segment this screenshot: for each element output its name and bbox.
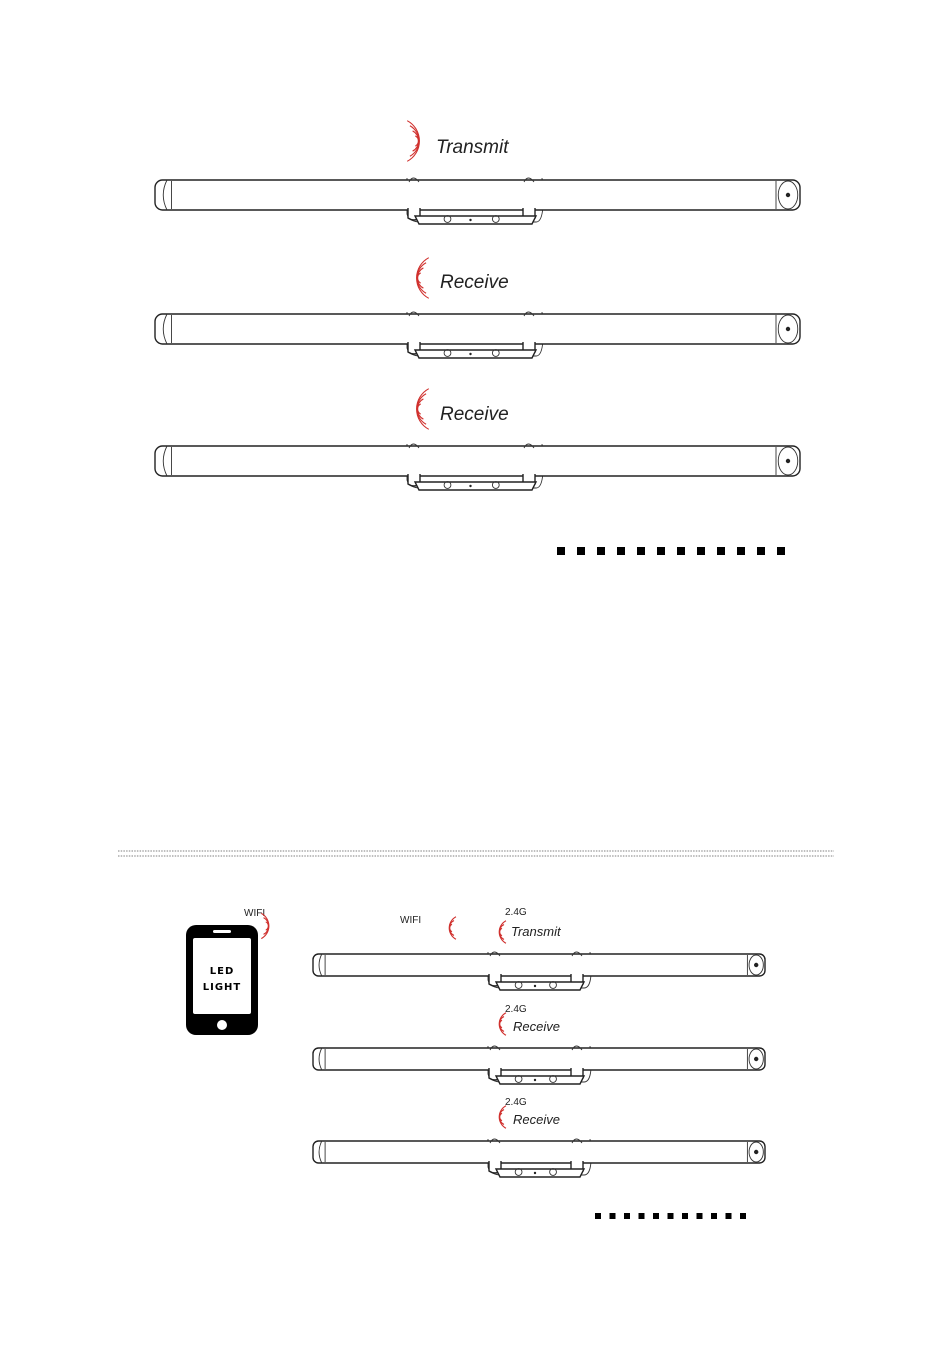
led-bar-bottom-2 — [313, 1046, 765, 1084]
signal-arc — [417, 258, 429, 299]
mount-base-plate — [496, 982, 584, 990]
phone-wifi-label: WIFI — [244, 908, 266, 919]
receive-signal-icon — [417, 389, 429, 430]
continuation-dot — [557, 547, 565, 555]
continuation-dot — [595, 1213, 601, 1219]
mount-base-plate — [496, 1169, 584, 1177]
bottom-receive-label-2: Receive — [513, 1112, 560, 1127]
led-bar-top-1 — [155, 178, 800, 224]
receive-signal-icon — [499, 1106, 506, 1129]
band-label-1: 2.4G — [505, 907, 527, 918]
mount-base-plate — [415, 216, 536, 224]
phone-screen-line1: LED — [209, 966, 235, 977]
bar-wifi-signal-icon — [449, 917, 456, 940]
continuation-dot — [717, 547, 725, 555]
top-transmit-label: Transmit — [436, 137, 509, 158]
bottom-receive-label-1: Receive — [513, 1019, 560, 1034]
tube-body — [313, 954, 765, 976]
led-bar-bottom-3 — [313, 1139, 765, 1177]
bottom-section — [186, 907, 765, 1219]
continuation-dot — [682, 1213, 688, 1219]
transmit-signal-icon — [499, 921, 506, 944]
mount-base-plate — [496, 1076, 584, 1084]
tube-body — [155, 180, 800, 210]
top-section — [155, 121, 800, 555]
top-receive-label-2: Receive — [440, 404, 509, 425]
signal-arc — [417, 263, 426, 293]
tube-body — [155, 314, 800, 344]
receive-signal-icon — [417, 258, 429, 299]
continuation-dot — [657, 547, 665, 555]
tube-body — [313, 1048, 765, 1070]
continuation-dot — [737, 547, 745, 555]
top-receive-label-1: Receive — [440, 272, 509, 293]
mount-base-plate — [415, 482, 536, 490]
continuation-dot — [697, 547, 705, 555]
bar-wifi-label: WIFI — [400, 915, 422, 926]
signal-arc — [407, 121, 419, 162]
tube-body — [313, 1141, 765, 1163]
continuation-dots-bottom — [595, 1213, 746, 1219]
band-label-2: 2.4G — [505, 1004, 527, 1015]
continuation-dot — [639, 1213, 645, 1219]
continuation-dot — [610, 1213, 616, 1219]
phone-screen-line2: LIGHT — [202, 982, 242, 993]
transmit-signal-icon — [407, 121, 419, 162]
led-bar-top-3 — [155, 444, 800, 490]
led-bar-top-2 — [155, 312, 800, 358]
continuation-dot — [597, 547, 605, 555]
signal-arc — [417, 394, 426, 424]
section-divider — [118, 851, 834, 856]
continuation-dot — [617, 547, 625, 555]
continuation-dot — [624, 1213, 630, 1219]
receive-signal-icon — [499, 1013, 506, 1036]
continuation-dots-top — [557, 547, 785, 555]
continuation-dot — [677, 547, 685, 555]
mount-base-plate — [415, 350, 536, 358]
tube-body — [155, 446, 800, 476]
smartphone-icon — [186, 925, 258, 1035]
continuation-dot — [726, 1213, 732, 1219]
continuation-dot — [697, 1213, 703, 1219]
continuation-dot — [577, 547, 585, 555]
continuation-dot — [777, 547, 785, 555]
bottom-transmit-label: Transmit — [511, 924, 561, 939]
continuation-dot — [757, 547, 765, 555]
continuation-dot — [637, 547, 645, 555]
band-label-3: 2.4G — [505, 1097, 527, 1108]
led-bar-bottom-1 — [313, 952, 765, 990]
continuation-dot — [668, 1213, 674, 1219]
signal-arc — [417, 389, 429, 430]
continuation-dot — [653, 1213, 659, 1219]
continuation-dot — [740, 1213, 746, 1219]
signal-arc — [410, 126, 419, 156]
continuation-dot — [711, 1213, 717, 1219]
